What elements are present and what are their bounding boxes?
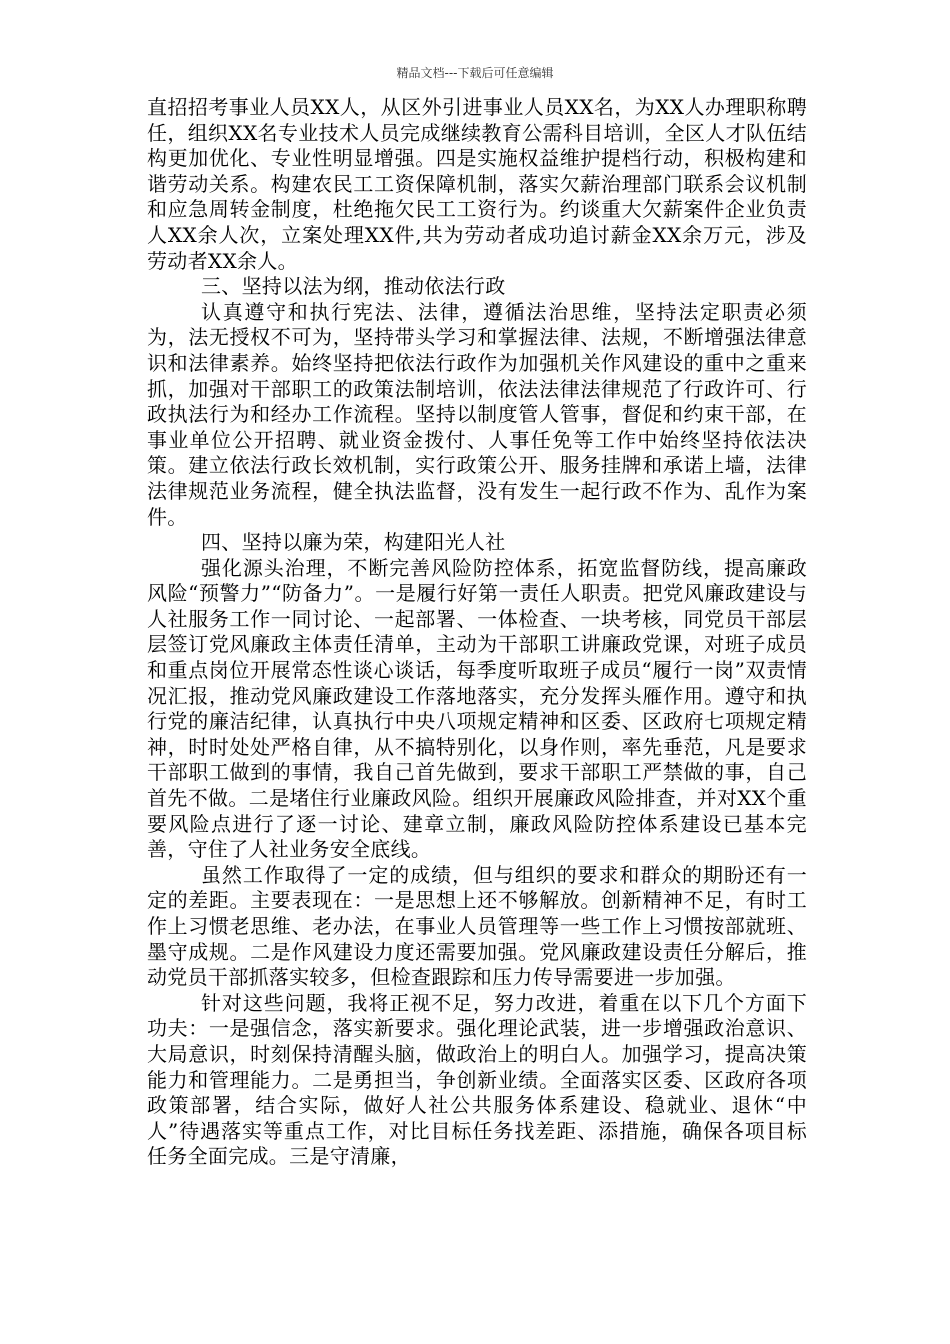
document-body bbox=[147, 95, 807, 1170]
section-heading-integrity: 四、坚持以廉为荣，构建阳光人社 bbox=[201, 530, 506, 555]
paragraph-rule-of-law: 认真遵守和执行宪法、法律，遵循法治思维，坚持法定职责必须为，法无授权不可为，坚持带头学习和掌握法律、法规，不断增强法律意识和法律素养。始终坚持把依法行政作为加强机关作风建设的重中之重来抓，加强对干部职工的政策法制培训，依法法律法律规范了行政许可、行政执法行为和经办工作流程。坚持以制度管人管事，督促和约束干部，在事业单位公开招聘、就业资金拨付、人事任免等工作中始终坚持依法决策。建立依法行政长效机制，实行政策公开、服务挂牌和承诺上墙，法律法律规范业务流程，健全执法监督，没有发生一起行政不作为、乱作为案件。 bbox=[147, 299, 807, 529]
paragraph-improvements: 针对这些问题，我将正视不足，努力改进，着重在以下几个方面下功夫：一是强信念，落实新要求。强化理论武装，进一步增强政治意识、大局意识，时刻保持清醒头脑，做政治上的明白人。加强学习，提高决策能力和管理能力。二是勇担当，争创新业绩。全面落实区委、区政府各项政策部署，结合实际，做好人社公共服务体系建设、稳就业、退休“中人”待遇落实等重点工作，对比目标任务找差距、添措施，确保各项目标任务全面完成。三是守清廉， bbox=[147, 990, 807, 1169]
paragraph-integrity: 强化源头治理，不断完善风险防控体系，拓宽监督防线，提高廉政风险“预警力”“防备力”。一是履行好第一责任人职责。把党风廉政建设与人社服务工作一同讨论、一起部署、一体检查、一块考核，同党员干部层层签订党风廉政主体责任清单，主动为干部职工讲廉政党课，对班子成员和重点岗位开展常态性谈心谈话，每季度听取班子成员“履行一岗”双责情况汇报，推动党风廉政建设工作落地落实，充分发挥头雁作用。遵守和执行党的廉洁纪律，认真执行中央八项规定精神和区委、区政府七项规定精神，时时处处严格自律，从不搞特别化，以身作则，率先垂范，凡是要求干部职工做到的事情，我自己首先做到，要求干部职工严禁做的事，自己首先不做。二是堵住行业廉政风险。组织开展廉政风险排查，并对XX个重要风险点进行了逐一讨论、建章立制，廉政风险防控体系建设已基本完善，守住了人社业务安全底线。 bbox=[147, 555, 807, 862]
paragraph-shortcomings: 虽然工作取得了一定的成绩，但与组织的要求和群众的期盼还有一定的差距。主要表现在：一是思想上还不够解放。创新精神不足，有时工作上习惯老思维、老办法，在事业人员管理等一些工作上习惯按部就班、墨守成规。二是作风建设力度还需要加强。党风廉政建设责任分解后，推动党员干部抓落实较多，但检查跟踪和压力传导需要进一步加强。 bbox=[147, 862, 807, 990]
paragraph-talent-and-rights: 直招招考事业人员XX人，从区外引进事业人员XX名，为XX人办理职称聘任，组织XX名专业技术人员完成继续教育公需科目培训，全区人才队伍结构更加优化、专业性明显增强。四是实施权益维护提档行动，积极构建和谐劳动关系。构建农民工工资保障机制，落实欠薪治理部门联系会议机制和应急周转金制度，杜绝拖欠民工工资行为。约谈重大欠薪案件企业负责人XX余人次，立案处理XX件,共为劳动者成功追讨薪金XX余万元，涉及劳动者XX余人。 bbox=[147, 95, 807, 273]
section-heading-rule-of-law: 三、坚持以法为纲，推动依法行政 bbox=[201, 274, 506, 299]
page-header: 精品文档---下载后可任意编辑 bbox=[396, 66, 554, 80]
